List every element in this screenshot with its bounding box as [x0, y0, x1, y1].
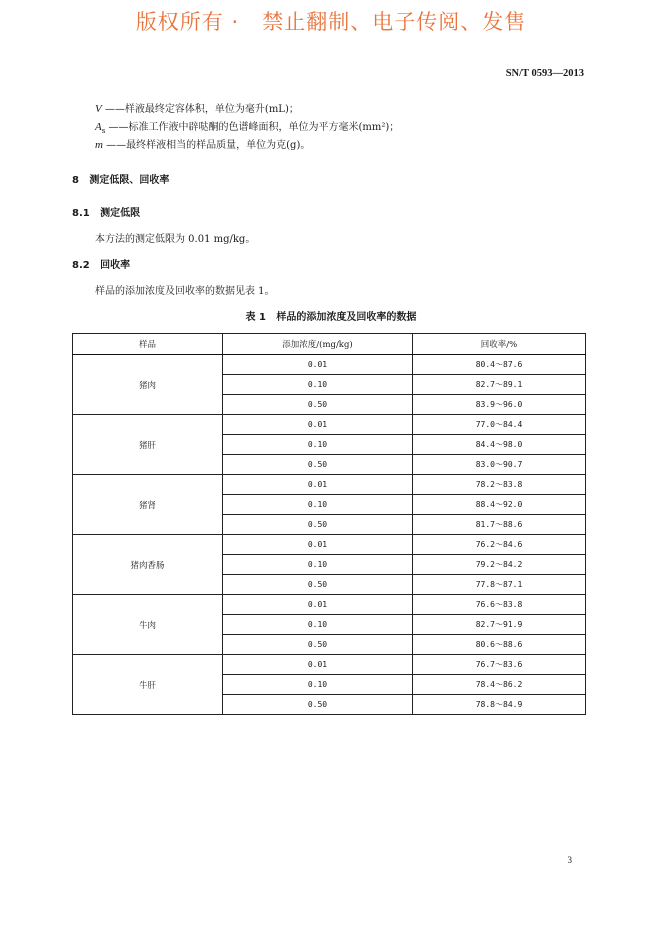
- sample-cell: 猪肝: [73, 415, 223, 475]
- concentration-cell: 0.50: [223, 695, 413, 715]
- recovery-cell: 77.0～84.4: [413, 415, 586, 435]
- concentration-cell: 0.50: [223, 575, 413, 595]
- concentration-cell: 0.50: [223, 515, 413, 535]
- sample-cell: 猪肉: [73, 355, 223, 415]
- concentration-cell: 0.01: [223, 415, 413, 435]
- page-number: 3: [567, 855, 572, 865]
- section-8-1-heading: 8.1 测定低限: [72, 208, 141, 219]
- recovery-cell: 82.7～91.9: [413, 615, 586, 635]
- table-row: [73, 535, 586, 555]
- concentration-cell: 0.50: [223, 395, 413, 415]
- variable-description: ——样液最终定容体积，单位为毫升(mL)；: [104, 104, 299, 115]
- recovery-cell: 76.7～83.6: [413, 655, 586, 675]
- section-8-1-text: 本方法的测定低限为 0.01 mg/kg。: [95, 234, 256, 245]
- variable-description: ——最终样液相当的样品质量，单位为克(g)。: [106, 140, 311, 151]
- recovery-cell: 80.4～87.6: [413, 355, 586, 375]
- table-row: [73, 355, 586, 375]
- recovery-cell: 83.9～96.0: [413, 395, 586, 415]
- recovery-cell: 76.6～83.8: [413, 595, 586, 615]
- variable-definition-as: [95, 118, 399, 135]
- header-recovery: 回收率/%: [413, 334, 586, 355]
- variable-symbol: V: [95, 103, 102, 115]
- variable-definition-v: [95, 100, 299, 115]
- table-row: [73, 415, 586, 435]
- concentration-cell: 0.10: [223, 375, 413, 395]
- copyright-watermark: 版权所有 · 禁止翻制、电子传阅、发售: [135, 10, 527, 34]
- recovery-cell: 84.4～98.0: [413, 435, 586, 455]
- recovery-cell: 79.2～84.2: [413, 555, 586, 575]
- variable-symbol: m: [95, 139, 103, 151]
- recovery-cell: 77.8～87.1: [413, 575, 586, 595]
- sample-cell: 牛肝: [73, 655, 223, 715]
- variable-description: ——标准工作液中辟哒酮的色谱峰面积，单位为平方毫米(mm²)；: [108, 122, 400, 133]
- concentration-cell: 0.01: [223, 535, 413, 555]
- concentration-cell: 0.10: [223, 495, 413, 515]
- variable-subscript: s: [101, 127, 106, 135]
- recovery-cell: 80.6～88.6: [413, 635, 586, 655]
- header-concentration: 添加浓度/(mg/kg): [223, 334, 413, 355]
- table-row: [73, 655, 586, 675]
- table-row: [73, 475, 586, 495]
- sample-cell: 猪肉香肠: [73, 535, 223, 595]
- concentration-cell: 0.50: [223, 635, 413, 655]
- section-8-heading: 8 测定低限、回收率: [72, 175, 170, 186]
- concentration-cell: 0.01: [223, 655, 413, 675]
- concentration-cell: 0.10: [223, 555, 413, 575]
- concentration-cell: 0.10: [223, 675, 413, 695]
- concentration-cell: 0.10: [223, 435, 413, 455]
- section-8-2-heading: 8.2 回收率: [72, 260, 131, 271]
- recovery-cell: 82.7～89.1: [413, 375, 586, 395]
- recovery-cell: 78.8～84.9: [413, 695, 586, 715]
- sample-cell: 牛肉: [73, 595, 223, 655]
- variable-symbol: A: [95, 121, 102, 133]
- header-sample: 样品: [73, 334, 223, 355]
- standard-number: SN/T 0593—2013: [505, 68, 584, 79]
- recovery-cell: 78.4～86.2: [413, 675, 586, 695]
- table-row: [73, 595, 586, 615]
- variable-definition-m: [95, 136, 310, 151]
- concentration-cell: 0.10: [223, 615, 413, 635]
- concentration-cell: 0.01: [223, 475, 413, 495]
- concentration-cell: 0.01: [223, 355, 413, 375]
- sample-cell: 猪肾: [73, 475, 223, 535]
- recovery-cell: 83.0～90.7: [413, 455, 586, 475]
- recovery-data-table: [72, 333, 586, 715]
- section-8-2-text: 样品的添加浓度及回收率的数据见表 1。: [95, 286, 275, 297]
- recovery-cell: 76.2～84.6: [413, 535, 586, 555]
- concentration-cell: 0.01: [223, 595, 413, 615]
- table-header-row: [73, 334, 586, 355]
- recovery-cell: 81.7～88.6: [413, 515, 586, 535]
- concentration-cell: 0.50: [223, 455, 413, 475]
- recovery-cell: 78.2～83.8: [413, 475, 586, 495]
- recovery-cell: 88.4～92.0: [413, 495, 586, 515]
- table-caption: 表 1 样品的添加浓度及回收率的数据: [245, 312, 417, 323]
